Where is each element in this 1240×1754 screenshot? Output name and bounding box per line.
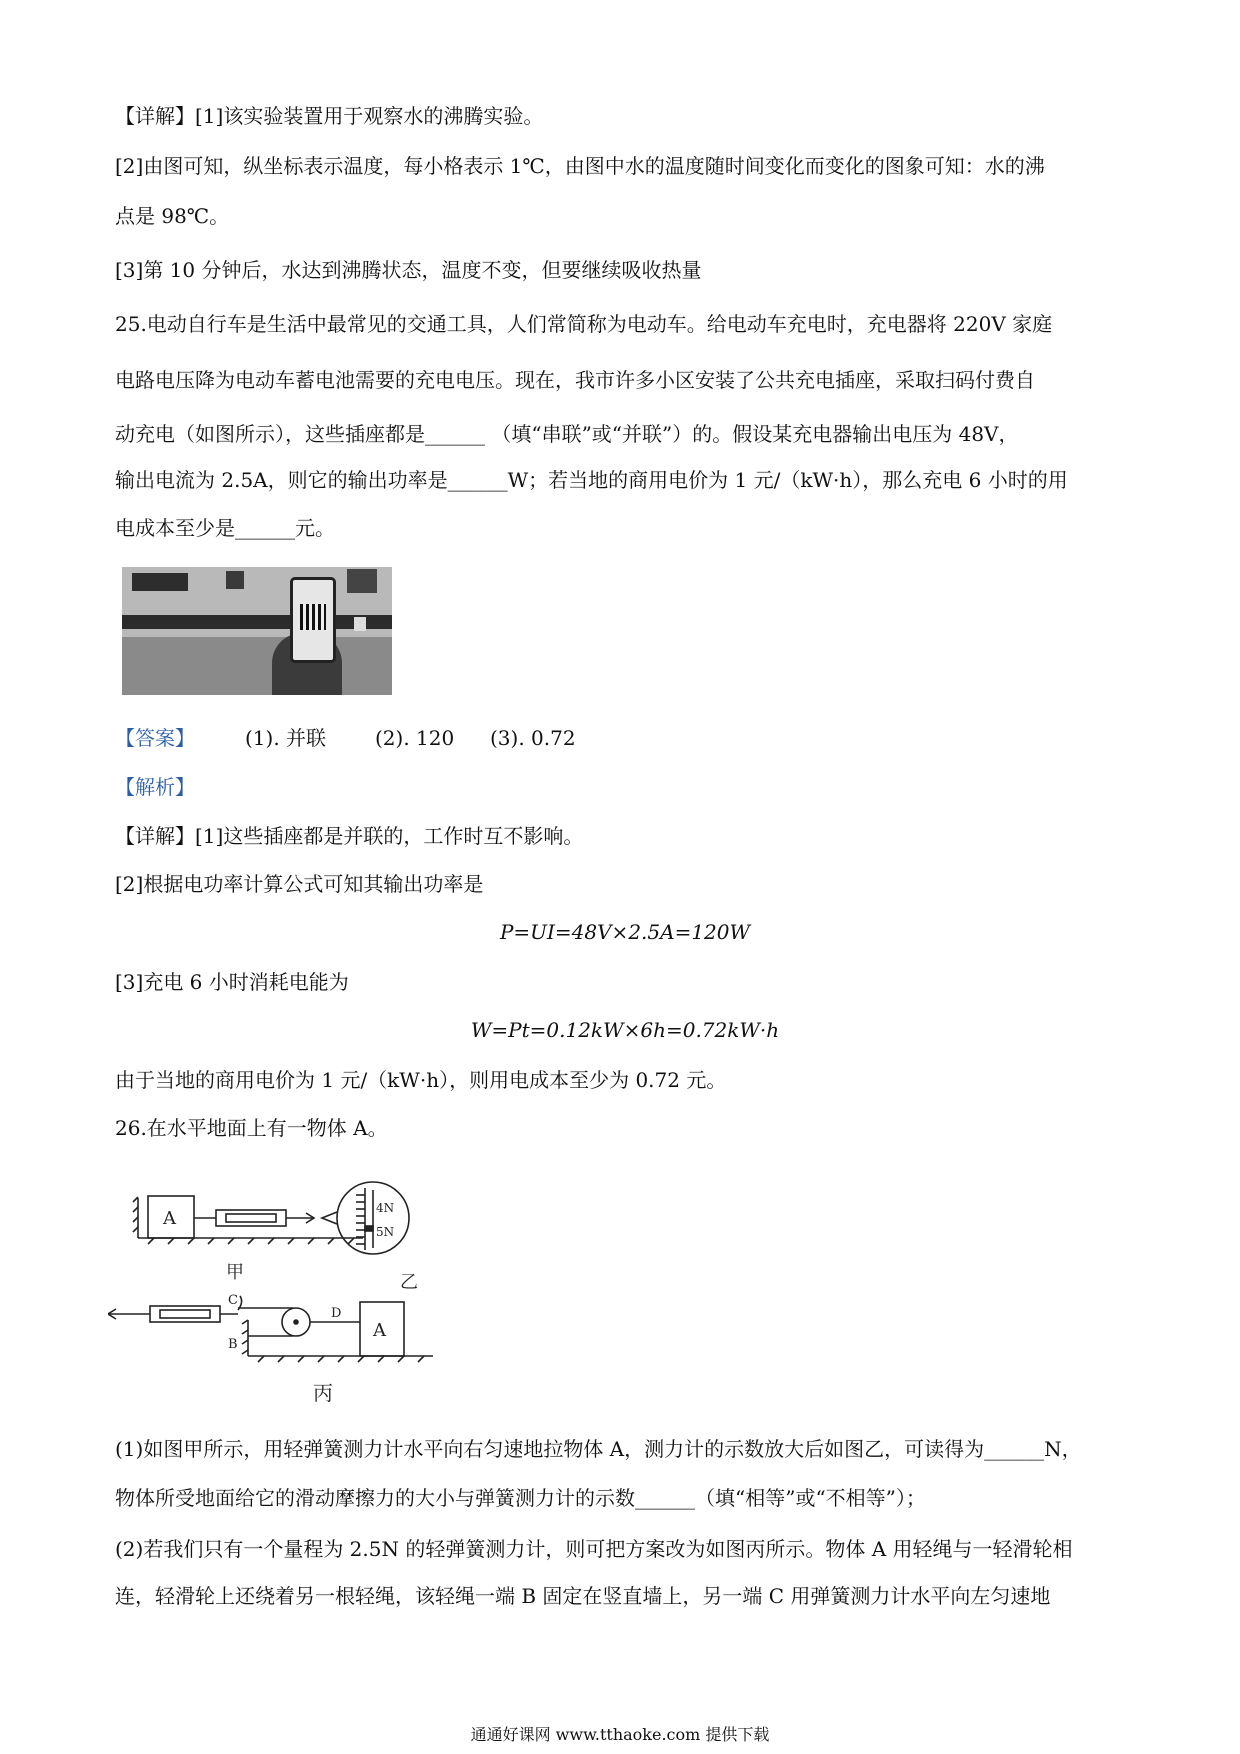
- question-26-line: 26.在水平地面上有一物体 A。: [115, 1116, 388, 1140]
- text-line: [3]充电 6 小时消耗电能为: [115, 970, 349, 994]
- text-line: 点是 98℃。: [115, 204, 230, 228]
- scale-4n-label: 4N: [376, 1201, 395, 1215]
- text-line: 连，轻滑轮上还绕着另一根轻绳，该轻绳一端 B 固定在竖直墙上，另一端 C 用弹簧测力计水平向左匀速地: [115, 1584, 1051, 1608]
- answer-label: 【答案】: [115, 726, 195, 750]
- block-a-label: A: [163, 1208, 176, 1229]
- equation-power: P=UI=48V×2.5A=120W: [499, 920, 751, 944]
- point-c-label: C: [228, 1293, 238, 1308]
- figure-bing-label: 丙: [313, 1381, 333, 1405]
- text-line: 电路电压降为电动车蓄电池需要的充电电压。现在，我市许多小区安装了公共充电插座，采取扫码付费自: [115, 368, 1035, 392]
- text-line: (2)若我们只有一个量程为 2.5N 的轻弹簧测力计，则可把方案改为如图丙所示。物体 A 用轻绳与一轻滑轮相: [115, 1537, 1073, 1561]
- equation-energy: W=Pt=0.12kW×6h=0.72kW·h: [470, 1018, 780, 1042]
- text-line: (1)如图甲所示，用轻弹簧测力计水平向右匀速地拉物体 A，测力计的示数放大后如图乙，可读得为______N，: [115, 1437, 1082, 1461]
- answer-3: (3). 0.72: [490, 726, 576, 750]
- text-line: 【详解】[1]这些插座都是并联的，工作时互不影响。: [115, 824, 584, 848]
- answer-1: (1). 并联: [245, 726, 327, 750]
- point-d-label: D: [331, 1306, 342, 1321]
- text-line: 动充电（如图所示），这些插座都是______ （填“串联”或“并联”）的。假设某充电器输出电压为 48V，: [115, 422, 1019, 446]
- question-25-line: 25.电动自行车是生活中最常见的交通工具，人们常简称为电动车。给电动车充电时，充电器将 220V 家庭: [115, 312, 1053, 336]
- text-line: 由于当地的商用电价为 1 元/（kW·h），则用电成本至少为 0.72 元。: [115, 1068, 727, 1092]
- force-experiment-diagram: [108, 1160, 493, 1410]
- page-footer: 通通好课网 www.tthaoke.com 提供下载: [470, 1725, 770, 1744]
- text-line: [2]由图可知，纵坐标表示温度，每小格表示 1℃，由图中水的温度随时间变化而变化的图象可知：水的沸: [115, 154, 1045, 178]
- figure-jia-label: 甲: [226, 1262, 244, 1283]
- qr-code-icon: [300, 604, 326, 630]
- text-line: [2]根据电功率计算公式可知其输出功率是: [115, 872, 484, 896]
- text-line: 输出电流为 2.5A，则它的输出功率是______W；若当地的商用电价为 1 元/（kW·h），那么充电 6 小时的用: [115, 468, 1068, 492]
- point-b-label: B: [228, 1337, 238, 1352]
- text-line: 物体所受地面给它的滑动摩擦力的大小与弹簧测力计的示数______（填“相等”或“不相等”）；: [115, 1486, 926, 1510]
- text-line: 电成本至少是______元。: [115, 516, 335, 540]
- analysis-label: 【解析】: [115, 775, 195, 799]
- answer-row: [115, 724, 1135, 752]
- scale-5n-label: 5N: [376, 1225, 395, 1239]
- charging-station-photo: [122, 567, 392, 695]
- figure-yi-label: 乙: [400, 1272, 418, 1293]
- answer-2: (2). 120: [375, 726, 455, 750]
- block-a-label: A: [373, 1320, 386, 1341]
- text-line: 【详解】[1]该实验装置用于观察水的沸腾实验。: [115, 104, 544, 128]
- text-line: [3]第 10 分钟后，水达到沸腾状态，温度不变，但要继续吸收热量: [115, 258, 702, 282]
